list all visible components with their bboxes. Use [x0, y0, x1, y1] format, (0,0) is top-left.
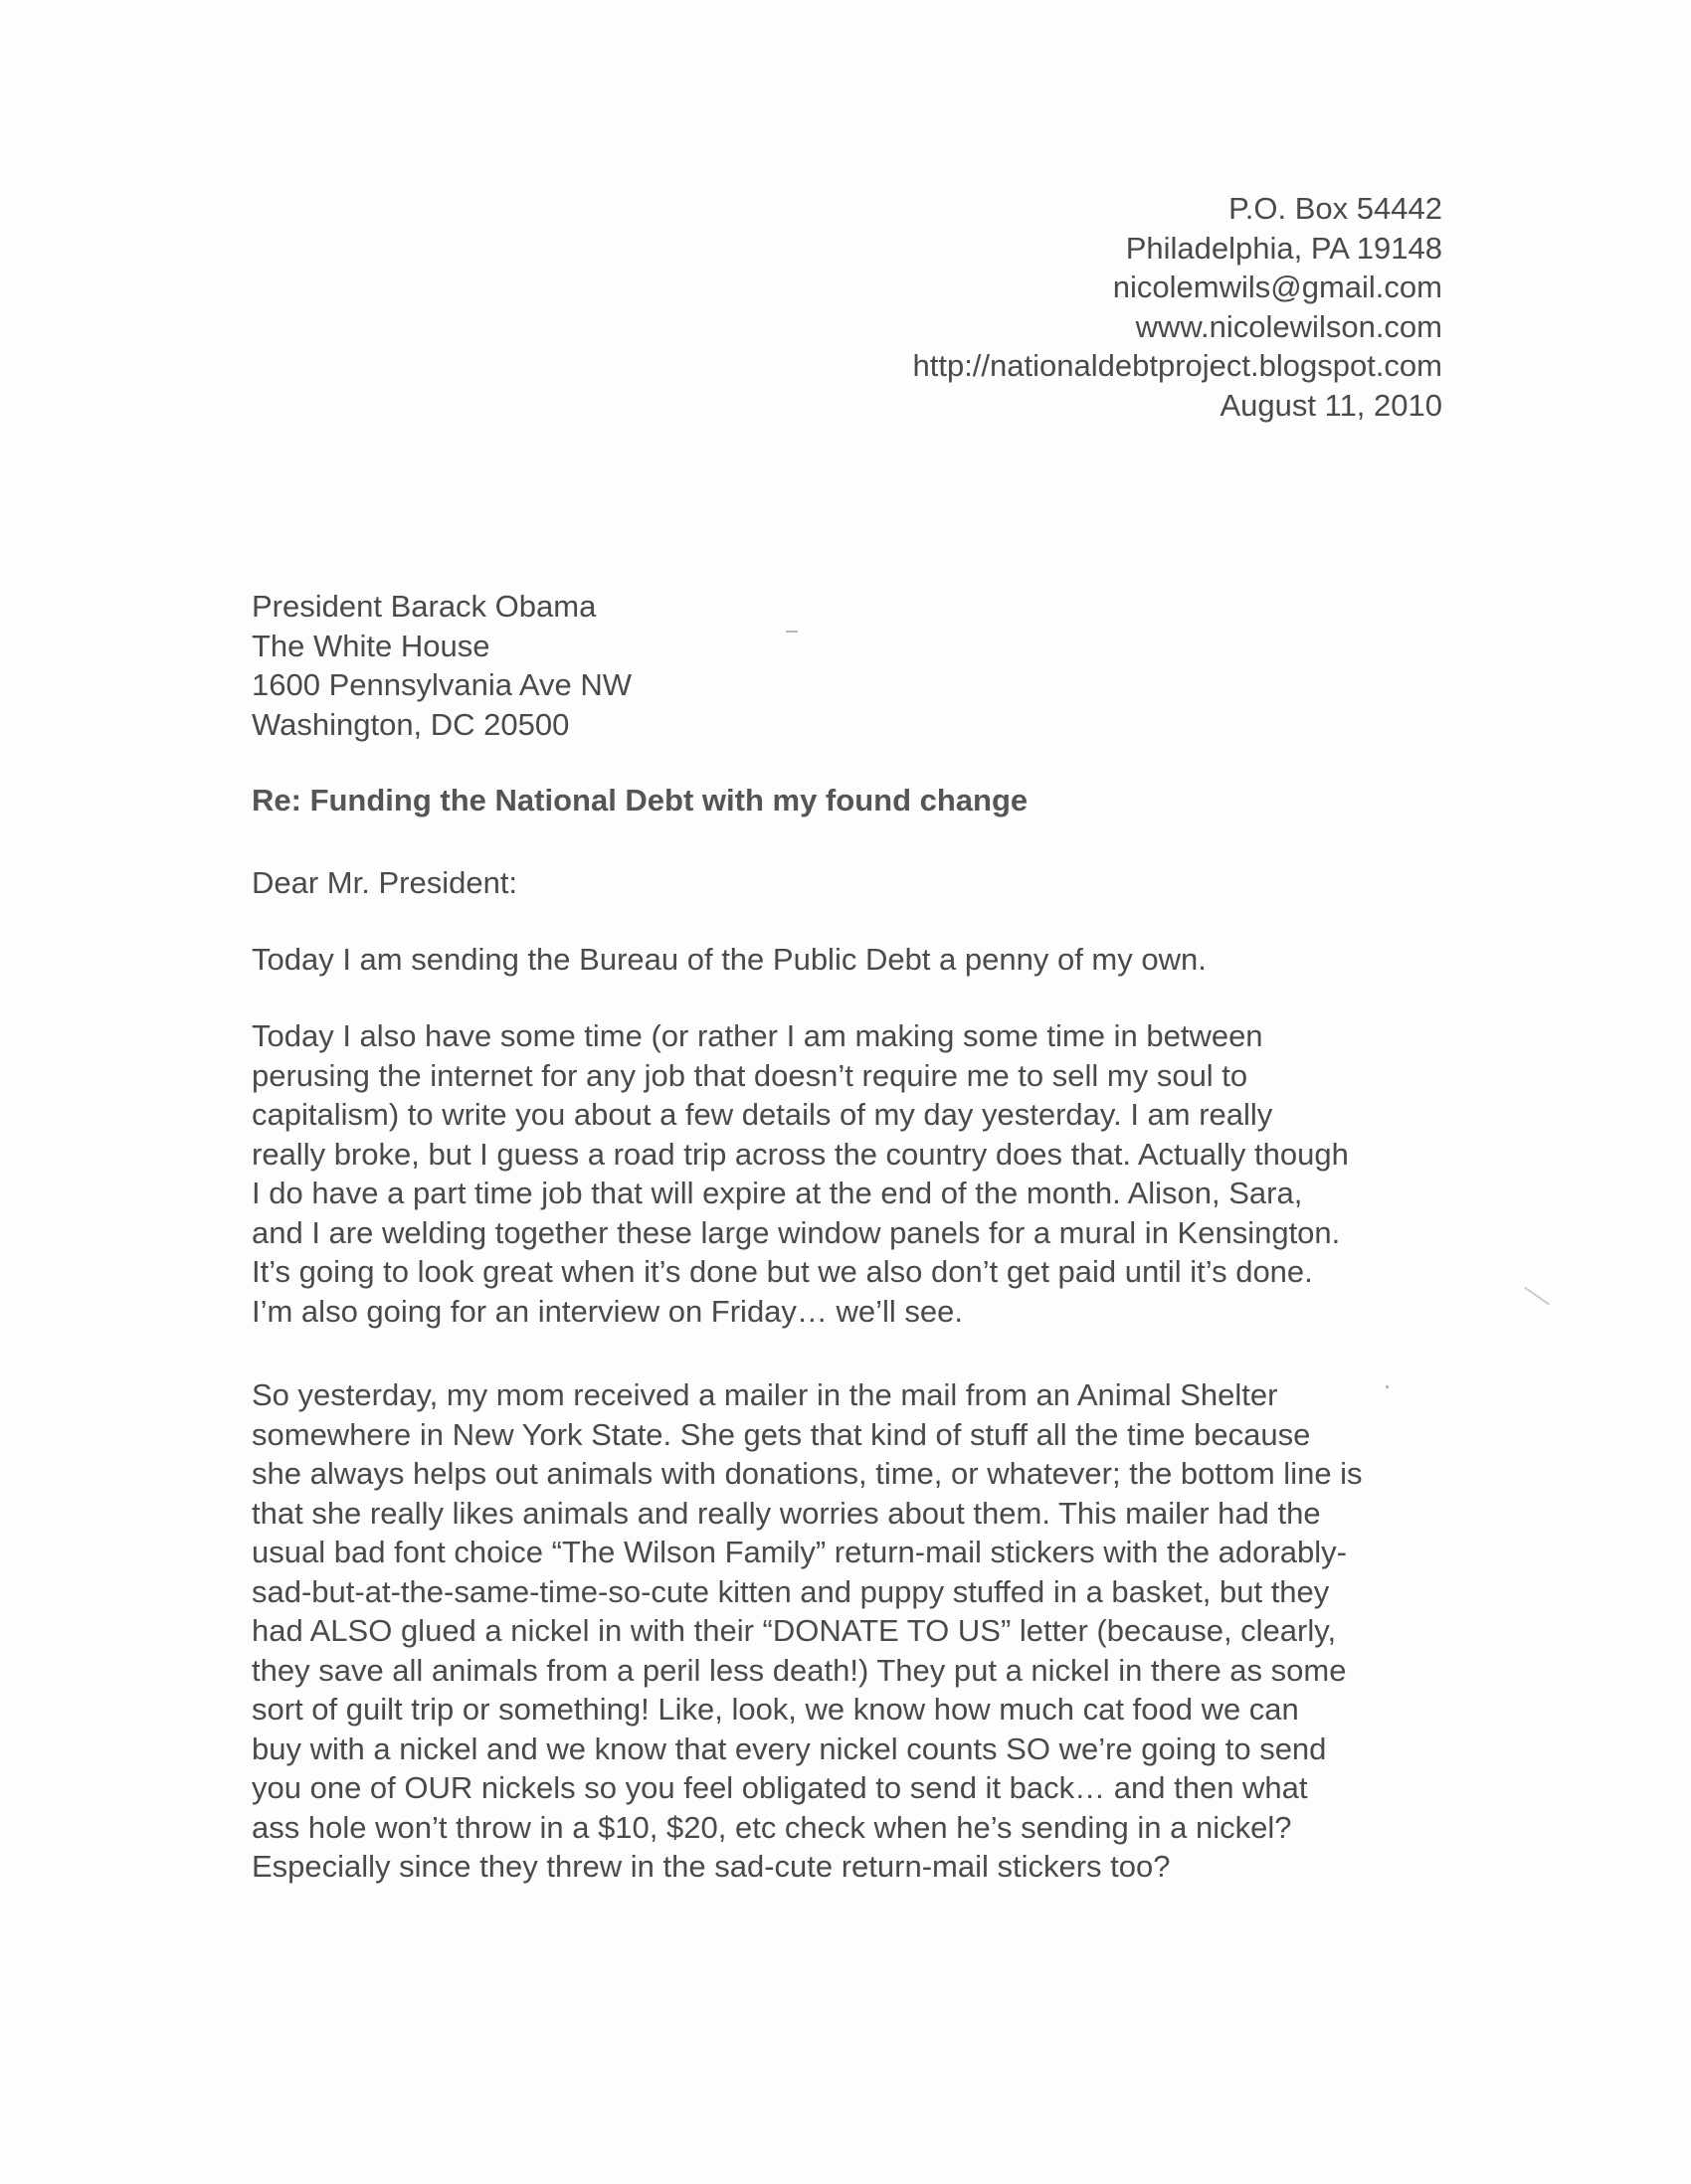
body-paragraph-3 — [252, 1375, 1465, 1887]
paragraph-line: and I are welding together these large window panels for a mural in Kensington. — [252, 1214, 1341, 1250]
paragraph-line: usual bad font choice “The Wilson Family” return-mail stickers with the adorably- — [252, 1535, 1347, 1569]
paragraph-line: I do have a part time job that will expire at the end of the month. Alison, Sara, — [252, 1176, 1303, 1210]
recipient-city: Washington, DC 20500 — [252, 706, 570, 742]
scan-speck — [1386, 1385, 1389, 1388]
scan-speck — [1524, 1287, 1550, 1306]
body-paragraph-2 — [252, 1016, 1465, 1331]
paragraph-line: they save all animals from a peril less death!) They put a nickel in there as some — [252, 1652, 1347, 1688]
recipient-name: President Barack Obama — [252, 589, 597, 624]
paragraph-line: she always helps out animals with donations, time, or whatever; the bottom line is — [252, 1456, 1363, 1491]
recipient-street: 1600 Pennsylvania Ave NW — [252, 667, 632, 702]
body-paragraph-1 — [252, 940, 1465, 980]
subject-line: Re: Funding the National Debt with my found change — [252, 783, 1029, 818]
paragraph-line: perusing the internet for any job that doesn’t require me to sell my soul to — [252, 1057, 1248, 1093]
paragraph-line: buy with a nickel and we know that every nickel counts SO we’re going to send — [252, 1730, 1327, 1766]
paragraph-line: Especially since they threw in the sad-cute return-mail stickers too? — [252, 1849, 1171, 1884]
paragraph-line: capitalism) to write you about a few details of my day yesterday. I am really — [252, 1097, 1273, 1132]
letter-date: August 11, 2010 — [1220, 387, 1442, 423]
paragraph-line: sort of guilt trip or something! Like, look, we know how much cat food we can — [252, 1692, 1299, 1727]
paragraph-line: really broke, but I guess a road trip across the country does that. Actually though — [252, 1136, 1349, 1172]
paragraph-line: sad-but-at-the-same-time-so-cute kitten and puppy stuffed in a basket, but they — [252, 1573, 1330, 1609]
paragraph-line: had ALSO glued a nickel in with their “DONATE TO US” letter (because, clearly, — [252, 1613, 1337, 1648]
paragraph-line: ass hole won’t throw in a $10, $20, etc check when he’s sending in a nickel? — [252, 1809, 1292, 1845]
sender-city: Philadelphia, PA 19148 — [1125, 230, 1442, 266]
paragraph-line: that she really likes animals and really worries about them. This mailer had the — [252, 1495, 1321, 1531]
paragraph-line: So yesterday, my mom received a mailer in the mail from an Animal Shelter — [252, 1377, 1278, 1412]
sender-address-block — [746, 189, 1442, 425]
salutation: Dear Mr. President: — [252, 865, 518, 900]
paragraph-line: Today I am sending the Bureau of the Public Debt a penny of my own. — [252, 942, 1207, 977]
paragraph-line: It’s going to look great when it’s done but we also don’t get paid until it’s done. — [252, 1254, 1313, 1289]
paragraph-line: Today I also have some time (or rather I am making some time in between — [252, 1018, 1263, 1053]
sender-blog: http://nationaldebtproject.blogspot.com — [912, 348, 1442, 383]
recipient-org: The White House — [252, 628, 490, 663]
sender-po-box: P.O. Box 54442 — [1228, 191, 1442, 226]
sender-email: nicolemwils@gmail.com — [1112, 270, 1442, 304]
paragraph-line: I’m also going for an interview on Friday… we’ll see. — [252, 1293, 964, 1329]
recipient-address-block — [252, 587, 1147, 744]
scan-speck — [786, 631, 798, 633]
paragraph-line: somewhere in New York State. She gets that kind of stuff all the time because — [252, 1416, 1311, 1452]
paragraph-line: you one of OUR nickels so you feel obligated to send it back… and then what — [252, 1770, 1308, 1805]
sender-website: www.nicolewilson.com — [1135, 308, 1442, 344]
